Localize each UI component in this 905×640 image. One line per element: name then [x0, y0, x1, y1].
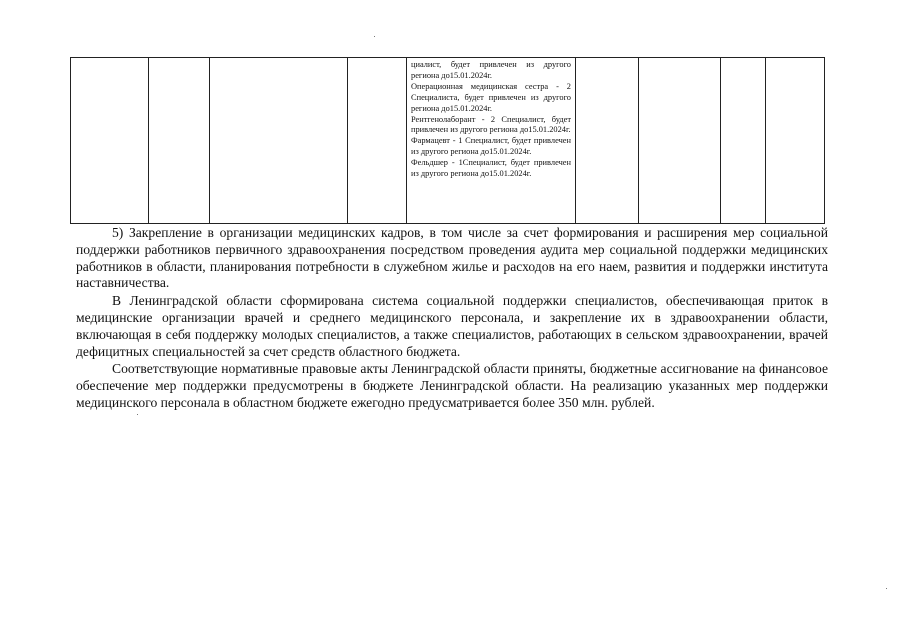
table-row [71, 58, 825, 224]
table-cell [71, 58, 149, 224]
cell-line: Фармацевт - 1 Специалист, будет привлечен из другого региона до15.01.2024г. [411, 136, 571, 157]
cell-line: Рентгенолаборант - 2 Специалист, будет привлечен из другого региона до15.01.2024г. [411, 114, 571, 135]
table-cell [639, 58, 721, 224]
table-cell [210, 58, 348, 224]
table-cell-specialists [407, 58, 576, 224]
cell-line: Операционная медицинская сестра - 2 Специалиста, будет привлечен из другого региона до15.01.2024г. [411, 81, 571, 113]
scan-speck [137, 414, 138, 415]
body-text [76, 225, 828, 412]
cell-line: Фельдшер - 1Специалист, будет привлечен из другого региона до15.01.2024г. [411, 158, 571, 179]
table-cell [721, 58, 766, 224]
table-fragment [70, 57, 825, 224]
cell-line: циалист, будет привлечен из другого региона до15.01.2024г. [411, 60, 571, 80]
table-cell [149, 58, 210, 224]
table-cell [576, 58, 639, 224]
scan-speck [886, 588, 887, 589]
paragraph: 5) Закрепление в организации медицинских кадров, в том числе за счет формирования и расширения мер социальной поддержки работников первичного здравоохранения посредством проведения аудита мер социальной поддержки медицинских работников в области, планирования потребности в служебном жилье и расходов на его наем, развития и поддержки института наставничества. [76, 225, 828, 291]
table-cell [766, 58, 825, 224]
table-cell [348, 58, 407, 224]
scan-speck [374, 36, 375, 37]
paragraph: Соответствующие нормативные правовые акты Ленинградской области приняты, бюджетные ассигнование на финансовое обеспечение мер поддержки предусмотрены в бюджете Ленинградской области. На реализацию указанных мер поддержки медицинского персонала в областном бюджете ежегодно предусматривается более 350 млн. рублей. [76, 361, 828, 410]
paragraph: В Ленинградской области сформирована система социальной поддержки специалистов, обеспечивающая приток в медицинские организации врачей и среднего медицинского персонала, и закрепление их в здравоохранении области, включающая в себя поддержку молодых специалистов, а также специалистов, работающих в сельском здравоохранении, врачей дефицитных специальностей за счет средств областного бюджета. [76, 293, 828, 359]
